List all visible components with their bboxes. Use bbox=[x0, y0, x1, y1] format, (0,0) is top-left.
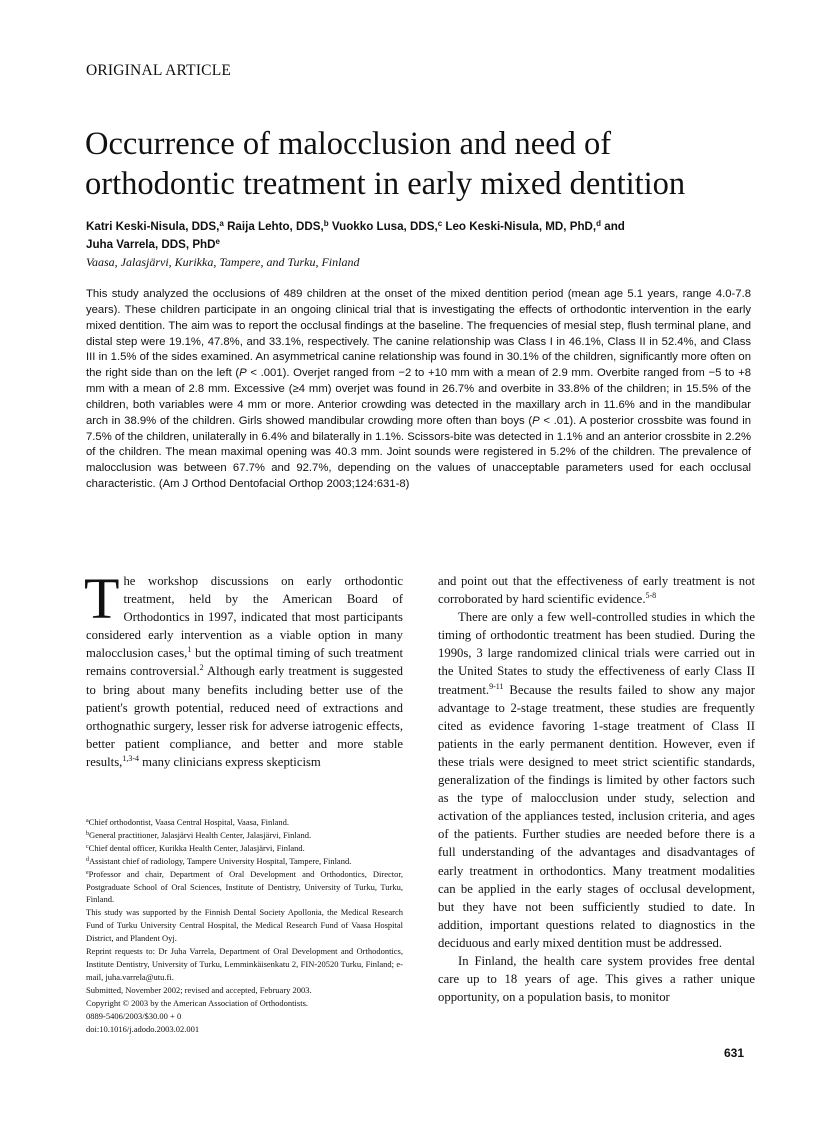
section-label: ORIGINAL ARTICLE bbox=[86, 62, 232, 79]
abstract-text: < .01). A posterior crossbite was found in 7.5% of the children, unilaterally in 6.4% and bilaterally in 1.1%. Scissors-bite was detected in 1.1% and an anterior crossbite in 2.2% of the children. The mean maximal opening was 40.3 mm. Joint sounds were registered in 5.2% of the children. The prevalence of malocclusion was between 67.7% and 92.7%, depending on the values of unacceptable parameters used for each occlusal characteristic. (Am J Orthod Dentofacial Orthop 2003;124:631-8) bbox=[86, 414, 751, 491]
footnote bbox=[86, 816, 403, 829]
issn-line: 0889-5406/2003/$30.00 + 0 bbox=[86, 1010, 182, 1021]
footnote-text: Chief orthodontist, Vaasa Central Hospital, Vaasa, Finland. bbox=[88, 817, 290, 827]
footnote-mark: e bbox=[86, 869, 89, 876]
body-paragraph: In Finland, the health care system provides free dental care up to 18 years of age. This gives a rather unique opportunity, on a population basis, to monitor bbox=[438, 953, 755, 1005]
paragraph-text: Although early treatment is suggested to bring about many benefits including better use of the patient's growth potential, reduced need of extractions and orthognathic surgery, lesser risk for adverse iatrogenic effects, better patient compliance, and better and more stable results, bbox=[86, 664, 403, 769]
copyright-notice: Copyright © 2003 by the American Association of Orthodontists. bbox=[86, 997, 309, 1008]
footnote bbox=[86, 855, 403, 868]
affiliation-mark: d bbox=[596, 219, 602, 228]
p-value-symbol: P bbox=[239, 367, 247, 380]
author-list bbox=[86, 218, 766, 254]
abstract-text: This study analyzed the occlusions of 489 children at the onset of the mixed dentition period (mean age 5.1 years, range 4.0-7.8 years). These children participate in an ongoing clinical trial that is investigating the effects of orthodontic intervention in the early mixed dentition. The aim was to report the occlusal findings at the baseline. The frequencies of mesial step, flush terminal plane, and distal step were 19.1%, 47.8%, and 33.1%, respectively. The canine relationship was Class I in 46.1%, Class II in 52.4%, and Class III in 1.5% of the sides examined. An asymmetrical canine relationship was found in 30.1% of the children, significantly more often on the right side than on the left ( bbox=[86, 288, 751, 380]
body-column-left bbox=[84, 566, 404, 771]
citation-ref[interactable]: 1,3-4 bbox=[122, 753, 139, 763]
article-title bbox=[85, 124, 785, 204]
body-paragraph bbox=[438, 608, 755, 952]
title-line-2: orthodontic treatment in early mixed dentition bbox=[85, 166, 686, 202]
footnote-mark: a bbox=[86, 818, 89, 824]
paragraph-text: but the optimal timing of such treatment remains controversial. bbox=[86, 646, 404, 679]
paragraph-text: There are only a few well-controlled studies in which the timing of orthodontic treatment has been studied. During the 1990s, 3 large randomized clinical trials were carried out in the United States to study the effectiveness of early Class II treatment. bbox=[438, 610, 755, 697]
citation-ref[interactable]: 1 bbox=[187, 645, 192, 655]
paragraph-text: he workshop discussions on early orthodontic treatment, held by the American Board of Orthodontics in 1997, indicated that most participants considered early intervention as a viable option in many malocclusion cases, bbox=[86, 574, 403, 661]
footnote bbox=[86, 829, 403, 842]
citation-ref[interactable]: 9-11 bbox=[489, 681, 504, 691]
title-line-1: Occurrence of malocclusion and need of bbox=[85, 126, 612, 162]
footnote-mark: d bbox=[86, 856, 89, 863]
paragraph-text: Because the results failed to show any major advantage to 2-stage treatment, these studies are frequently cited as evidence favoring 1-stage treatment of Class II patients in the early permanent dentition. However, even if these trials were designed to meet strict scientific standards, generalization of the findings is limited by other factors such as the type of malocclusion under study, selection and activation of the appliances tested, inclusion criteria, and ages of the patients. Further studies are needed before there is a full understanding of the advantages and disadvantages of early treatment in orthodontics. Many treatment modalities can be applied in the early stages of occlusal development, but they have not been sufficiently studied to date. In addition, important questions related to diagnostics in the deciduous and early mixed dentition must be addressed. bbox=[438, 682, 755, 950]
author-name: Katri Keski-Nisula, DDS, bbox=[86, 220, 220, 233]
abstract-text: < .001). Overjet ranged from −2 to +10 mm with a mean of 2.9 mm. Overbite ranged from −5 to +8 mm with a mean of 2.8 mm. Excessive (≥4 mm) overjet was found in 26.7% and overbite in 33.8% of the children; in 15.5% of the children, both variables were 4 mm or more. Anterior crowding was detected in the maxillary arch in 11.6% and in the mandibular arch in 38.9% of the children. Girls showed mandibular crowding more often than boys ( bbox=[86, 367, 751, 427]
footnote-text: Assistant chief of radiology, Tampere University Hospital, Tampere, Finland. bbox=[89, 855, 352, 866]
body-column-right bbox=[438, 572, 755, 1006]
p-value-symbol: P bbox=[532, 414, 540, 427]
doi-link[interactable]: doi:10.1016/j.adodo.2003.02.001 bbox=[86, 1023, 200, 1034]
footnote bbox=[86, 868, 403, 907]
footnote-text: Chief dental officer, Kurikka Health Center, Jalasjärvi, Finland. bbox=[88, 842, 305, 853]
footnote bbox=[86, 842, 403, 855]
author-name: Vuokko Lusa, DDS, bbox=[331, 220, 438, 233]
author-name: Juha Varrela, DDS, PhD bbox=[86, 238, 216, 251]
citation-ref[interactable]: 2 bbox=[199, 663, 204, 673]
submission-dates: Submitted, November 2002; revised and accepted, February 2003. bbox=[86, 984, 312, 995]
footnotes bbox=[86, 816, 403, 1035]
affiliation-mark: e bbox=[215, 237, 220, 246]
paragraph-text: and point out that the effectiveness of early treatment is not corroborated by hard scientific evidence. bbox=[438, 574, 755, 607]
footnote-text: Professor and chair, Department of Oral Development and Orthodontics, Director, Postgraduate School of Oral Sciences, Institute of Dentistry, University of Turku, Turku, Finland. bbox=[86, 868, 403, 905]
author-locations: Vaasa, Jalasjärvi, Kurikka, Tampere, and Turku, Finland bbox=[86, 255, 360, 269]
abstract bbox=[86, 287, 751, 493]
affiliation-mark: b bbox=[323, 219, 329, 228]
footnote-text: General practitioner, Jalasjärvi Health Center, Jalasjärvi, Finland. bbox=[89, 829, 312, 840]
affiliation-mark: c bbox=[437, 219, 443, 228]
author-name: Leo Keski-Nisula, MD, PhD, bbox=[445, 220, 597, 233]
reprint-request: Reprint requests to: Dr Juha Varrela, Department of Oral Development and Orthodontics, Institute Dentistry, University of Turku, Lemminkäisenkatu 2, FIN-20520 Turku, Finland; e-mail, juha.varrela@utu.fi. bbox=[86, 946, 403, 982]
affiliation-mark: a bbox=[219, 219, 224, 228]
citation-ref[interactable]: 5-8 bbox=[645, 591, 657, 601]
body-paragraph bbox=[84, 566, 404, 771]
author-name: Raija Lehto, DDS, bbox=[227, 220, 324, 233]
paragraph-text: many clinicians express skepticism bbox=[138, 754, 321, 769]
author-separator: and bbox=[601, 220, 625, 233]
footnote-mark: b bbox=[86, 830, 89, 837]
footnote-mark: c bbox=[86, 843, 89, 850]
page-number: 631 bbox=[724, 1046, 745, 1060]
funding-note: This study was supported by the Finnish Dental Society Apollonia, the Medical Research Fund of Turku University Central Hospital, the Medical Research Fund of Vaasa Hospital District, and Plandent Oyj. bbox=[86, 907, 403, 944]
drop-cap: T bbox=[84, 566, 120, 631]
body-paragraph bbox=[438, 572, 755, 608]
